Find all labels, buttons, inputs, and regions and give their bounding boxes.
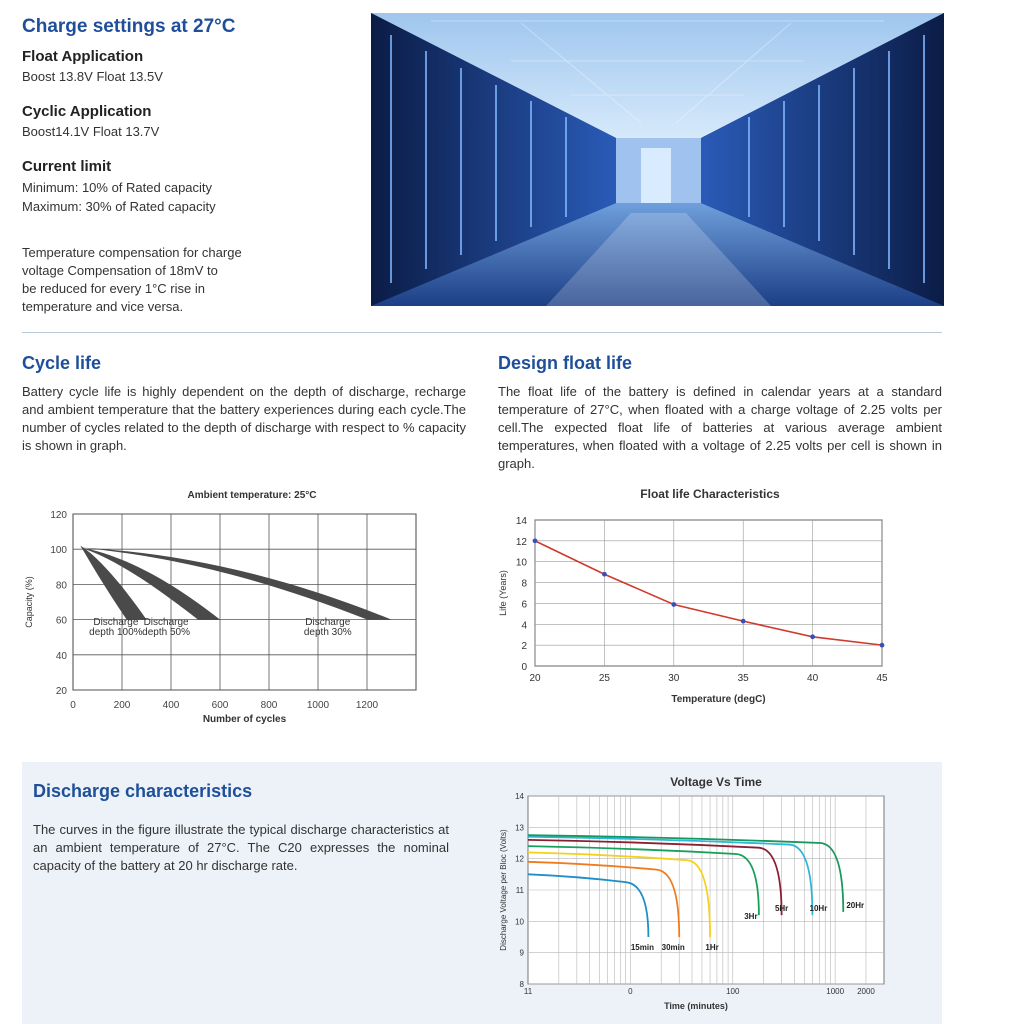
x-axis-label: Time (minutes) (664, 1001, 728, 1011)
temp-comp-line: voltage Compensation of 18mV to (22, 263, 218, 278)
series-label: Discharge (305, 616, 351, 628)
cycle-life-text: Battery cycle life is highly dependent on the depth of discharge, recharge and ambient temperature that the battery experiences during each cycle.The number of cycles related to the depth of discharge with respect to % capacity is shown in graph. (22, 384, 466, 453)
y-tick-label: 11 (515, 886, 524, 895)
design-float-life-text: The float life of the battery is defined in calendar years at a standard temperature of 27°C, when floated with a charge voltage of 2.25 volts per cell.The expected float life of batteries at various average ambient temperatures, when floated with a voltage of 2.25 volts per cell is shown in graph. (498, 384, 942, 471)
chart-title: Ambient temperature: 25°C (187, 490, 317, 501)
series-label: Discharge (143, 616, 189, 628)
plot-frame (535, 520, 882, 666)
series-label: depth 50% (142, 626, 191, 638)
y-tick-label: 9 (519, 948, 524, 958)
cyclic-application-text: Boost14.1V Float 13.7V (22, 124, 160, 139)
x-tick-label: 1000 (306, 700, 330, 711)
y-tick-label: 8 (521, 578, 527, 590)
y-tick-label: 14 (515, 516, 527, 527)
y-tick-label: 10 (515, 917, 524, 927)
float-application-text: Boost 13.8V Float 13.5V (22, 69, 163, 84)
x-tick-label: 40 (807, 673, 819, 684)
float-life-chart (492, 484, 902, 716)
discharge-title: Discharge characteristics (33, 781, 253, 801)
y-tick-label: 60 (55, 615, 67, 627)
y-tick-label: 13 (515, 823, 524, 833)
temp-comp-line: be reduced for every 1°C rise in (22, 281, 205, 296)
x-tick-label: 1000 (826, 987, 845, 996)
x-axis-label: Number of cycles (202, 714, 287, 725)
current-limit-min: Minimum: 10% of Rated capacity (22, 180, 213, 195)
x-tick-label: 400 (162, 700, 180, 711)
cyclic-application-title: Cyclic Application (22, 103, 152, 120)
x-tick-label: 600 (211, 700, 229, 711)
curve-label: 10Hr (809, 904, 828, 914)
x-axis-label: Temperature (degC) (671, 694, 766, 705)
y-axis-label: Capacity (%) (24, 576, 34, 628)
y-tick-label: 120 (50, 510, 67, 521)
data-point (602, 572, 607, 577)
y-tick-label: 14 (515, 792, 524, 801)
x-tick-label: 2000 (857, 987, 875, 996)
curve-label: 20Hr (846, 900, 865, 910)
x-tick-label: 1200 (355, 700, 379, 711)
data-center-image (371, 13, 944, 306)
cycle-life-chart (18, 484, 438, 728)
x-tick-label: 200 (113, 700, 131, 711)
y-axis-label: Life (Years) (498, 570, 508, 616)
current-limit-max: Maximum: 30% of Rated capacity (22, 199, 216, 214)
series-label: depth 100% (89, 626, 143, 638)
chart-title: Voltage Vs Time (670, 775, 762, 789)
design-float-life-title: Design float life (498, 353, 633, 373)
temp-comp-line: temperature and vice versa. (22, 299, 184, 314)
x-tick-label: 30 (668, 673, 680, 684)
y-tick-label: 6 (521, 599, 527, 611)
section-divider (22, 332, 942, 333)
series-label: depth 30% (303, 626, 352, 638)
y-tick-label: 100 (50, 545, 67, 557)
data-point (810, 634, 815, 639)
data-point (880, 643, 885, 648)
curve-label: 3Hr (744, 912, 758, 922)
temperature-compensation-text (22, 244, 242, 316)
discharge-text: The curves in the figure illustrate the typical discharge characteristics at an ambient temperature of 27°C. The C20 expresses the nominal capacity of the battery at 20 hr discharge rate. (33, 822, 449, 873)
y-axis-label: Discharge Voltage per Bloc (Volts) (499, 829, 508, 951)
curve-label: 1Hr (705, 943, 719, 952)
temp-comp-line: Temperature compensation for charge (22, 245, 242, 260)
curve-label: 30min (661, 943, 685, 952)
data-point (533, 538, 538, 543)
y-tick-label: 2 (521, 641, 527, 653)
curve-label: 15min (630, 943, 654, 952)
charge-settings-title: Charge settings at 27°C (22, 16, 236, 37)
y-tick-label: 12 (515, 536, 527, 548)
data-point (671, 602, 676, 607)
x-tick-label: 45 (876, 673, 888, 684)
data-center-illustration (371, 13, 944, 306)
current-limit-title: Current limit (22, 158, 112, 175)
curve-label: 5Hr (774, 904, 789, 914)
x-tick-label: 0 (70, 700, 76, 711)
x-tick-label: 11 (523, 987, 533, 996)
y-tick-label: 20 (55, 686, 67, 697)
y-tick-label: 10 (515, 557, 527, 569)
y-tick-label: 80 (55, 580, 67, 592)
y-tick-label: 40 (55, 650, 67, 662)
cycle-curve (80, 547, 220, 619)
x-tick-label: 20 (529, 673, 541, 684)
data-point (741, 619, 746, 624)
x-tick-label: 0 (628, 987, 633, 996)
y-tick-label: 0 (521, 662, 527, 673)
chart-title: Float life Characteristics (640, 487, 780, 501)
y-tick-label: 4 (521, 620, 527, 632)
series-label: Discharge (93, 616, 139, 628)
x-tick-label: 35 (737, 673, 749, 684)
x-tick-label: 25 (598, 673, 610, 684)
y-tick-label: 8 (519, 980, 524, 989)
cycle-life-title: Cycle life (22, 353, 102, 373)
float-application-title: Float Application (22, 48, 144, 65)
float-life-line (535, 541, 882, 645)
x-tick-label: 100 (726, 987, 740, 996)
voltage-time-chart (492, 768, 892, 1016)
y-tick-label: 12 (515, 854, 524, 864)
x-tick-label: 800 (260, 700, 278, 711)
